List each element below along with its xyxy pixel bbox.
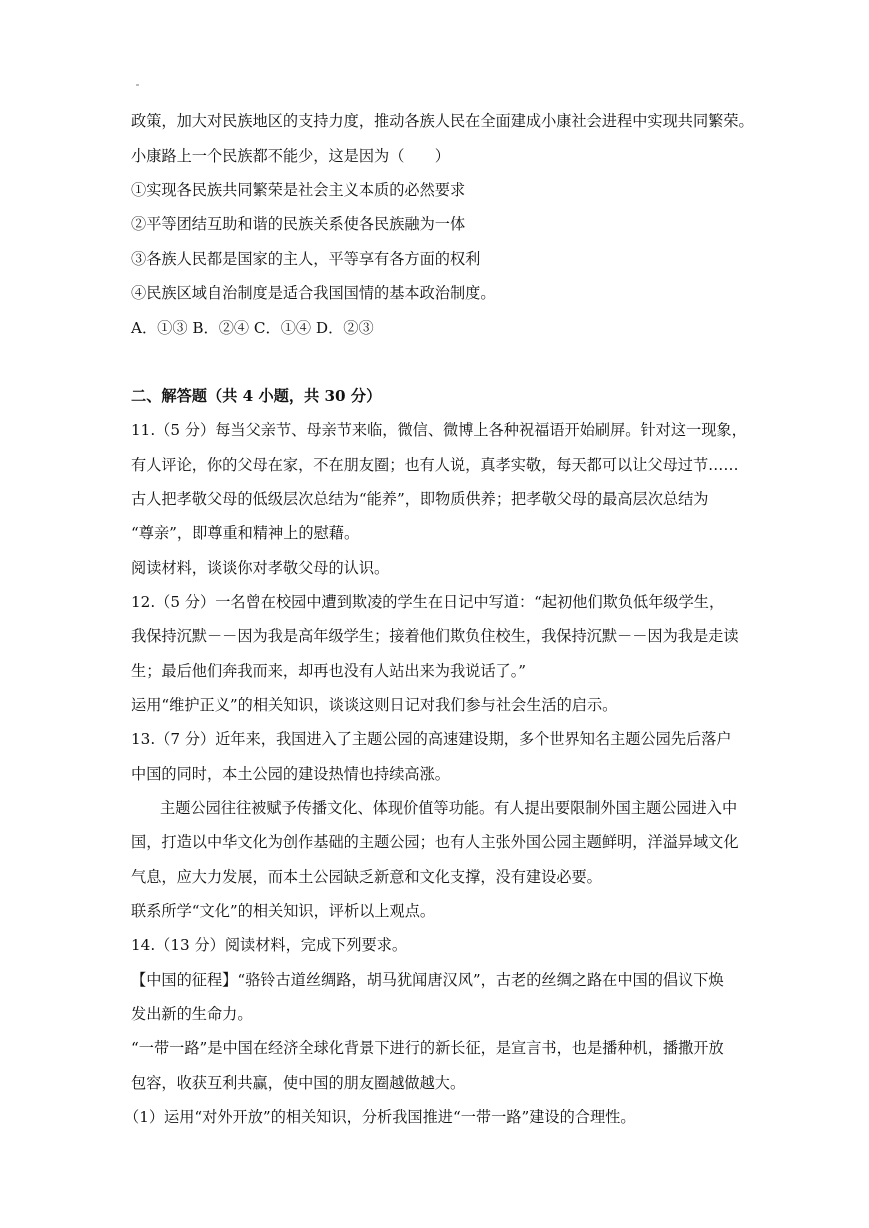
q14-line-5: 包容，收获互利共赢，使中国的朋友圈越做越大。 (131, 1074, 466, 1092)
q14-line-4: “一带一路”是中国在经济全球化背景下进行的新长征，是宣言书，也是播种机，播撒开放 (131, 1039, 724, 1057)
q11-line-3: 古人把孝敬父母的低级层次总结为“能养”，即物质供养；把孝敬父母的最高层次总结为 (131, 490, 709, 508)
q13-line-4: 国，打造以中华文化为创作基础的主题公园；也有人主张外国公园主题鲜明，洋溢异域文化 (131, 833, 739, 851)
q11-line-1: 11.（5 分）每当父亲节、母亲节来临，微信、微博上各种祝福语开始刷屏。针对这一现象， (131, 421, 747, 439)
q13-line-1: 13.（7 分）近年来，我国进入了主题公园的高速建设期，多个世界知名主题公园先后落户 (131, 730, 732, 748)
prev-question-line-2: 小康路上一个民族都不能少，这是因为（ ） (131, 147, 450, 165)
q12-line-3: 生；最后他们奔我而来，却再也没有人站出来为我说话了。” (131, 662, 527, 680)
option-2: ②平等团结互助和谐的民族关系使各民族融为一体 (131, 215, 466, 233)
q12-prompt: 运用“维护正义”的相关知识，谈谈这则日记对我们参与社会生活的启示。 (131, 696, 618, 714)
q13-line-2: 中国的同时，本土公园的建设热情也持续高涨。 (131, 765, 450, 783)
prev-question-line-1: 政策，加大对民族地区的支持力度，推动各族人民在全面建成小康社会进程中实现共同繁荣。 (131, 112, 754, 130)
q13-line-3: 主题公园往往被赋予传播文化、体现价值等功能。有人提出要限制外国主题公园进入中 (160, 799, 738, 817)
q11-line-2: 有人评论，你的父母在家，不在朋友圈；也有人说，真孝实敬，每天都可以让父母过节…… (131, 456, 739, 474)
answer-choices: A．①③ B．②④ C．①④ D．②③ (131, 319, 374, 337)
q14-line-3: 发出新的生命力。 (131, 1005, 253, 1023)
option-4: ④民族区域自治制度是适合我国国情的基本政治制度。 (131, 284, 496, 302)
q11-prompt: 阅读材料，谈谈你对孝敬父母的认识。 (131, 559, 390, 577)
option-1: ①实现各民族共同繁荣是社会主义本质的必然要求 (131, 181, 466, 199)
q14-line-1: 14.（13 分）阅读材料，完成下列要求。 (131, 936, 408, 954)
option-3: ③各族人民都是国家的主人，平等享有各方面的权利 (131, 250, 481, 268)
q12-line-1: 12.（5 分）一名曾在校园中遭到欺凌的学生在日记中写道：“起初他们欺负低年级学生， (131, 593, 725, 611)
q13-line-5: 气息，应大力发展，而本土公园缺乏新意和文化支撑，没有建设必要。 (131, 868, 602, 886)
q14-sub-question-1: （1）运用“对外开放”的相关知识，分析我国推进“一带一路”建设的合理性。 (124, 1108, 636, 1126)
q13-prompt: 联系所学“文化”的相关知识，评析以上观点。 (131, 902, 436, 920)
q14-line-2: 【中国的征程】“骆铃古道丝绸路，胡马犹闻唐汉风”，古老的丝绸之路在中国的倡议下焕 (131, 971, 724, 989)
q11-line-4: “尊亲”，即尊重和精神上的慰藉。 (131, 524, 360, 542)
page-mark (136, 84, 139, 86)
section-heading: 二、解答题（共 4 小题，共 30 分） (131, 387, 382, 405)
q12-line-2: 我保持沉默－－因为我是高年级学生；接着他们欺负住校生，我保持沉默－－因为我是走读 (131, 627, 739, 645)
